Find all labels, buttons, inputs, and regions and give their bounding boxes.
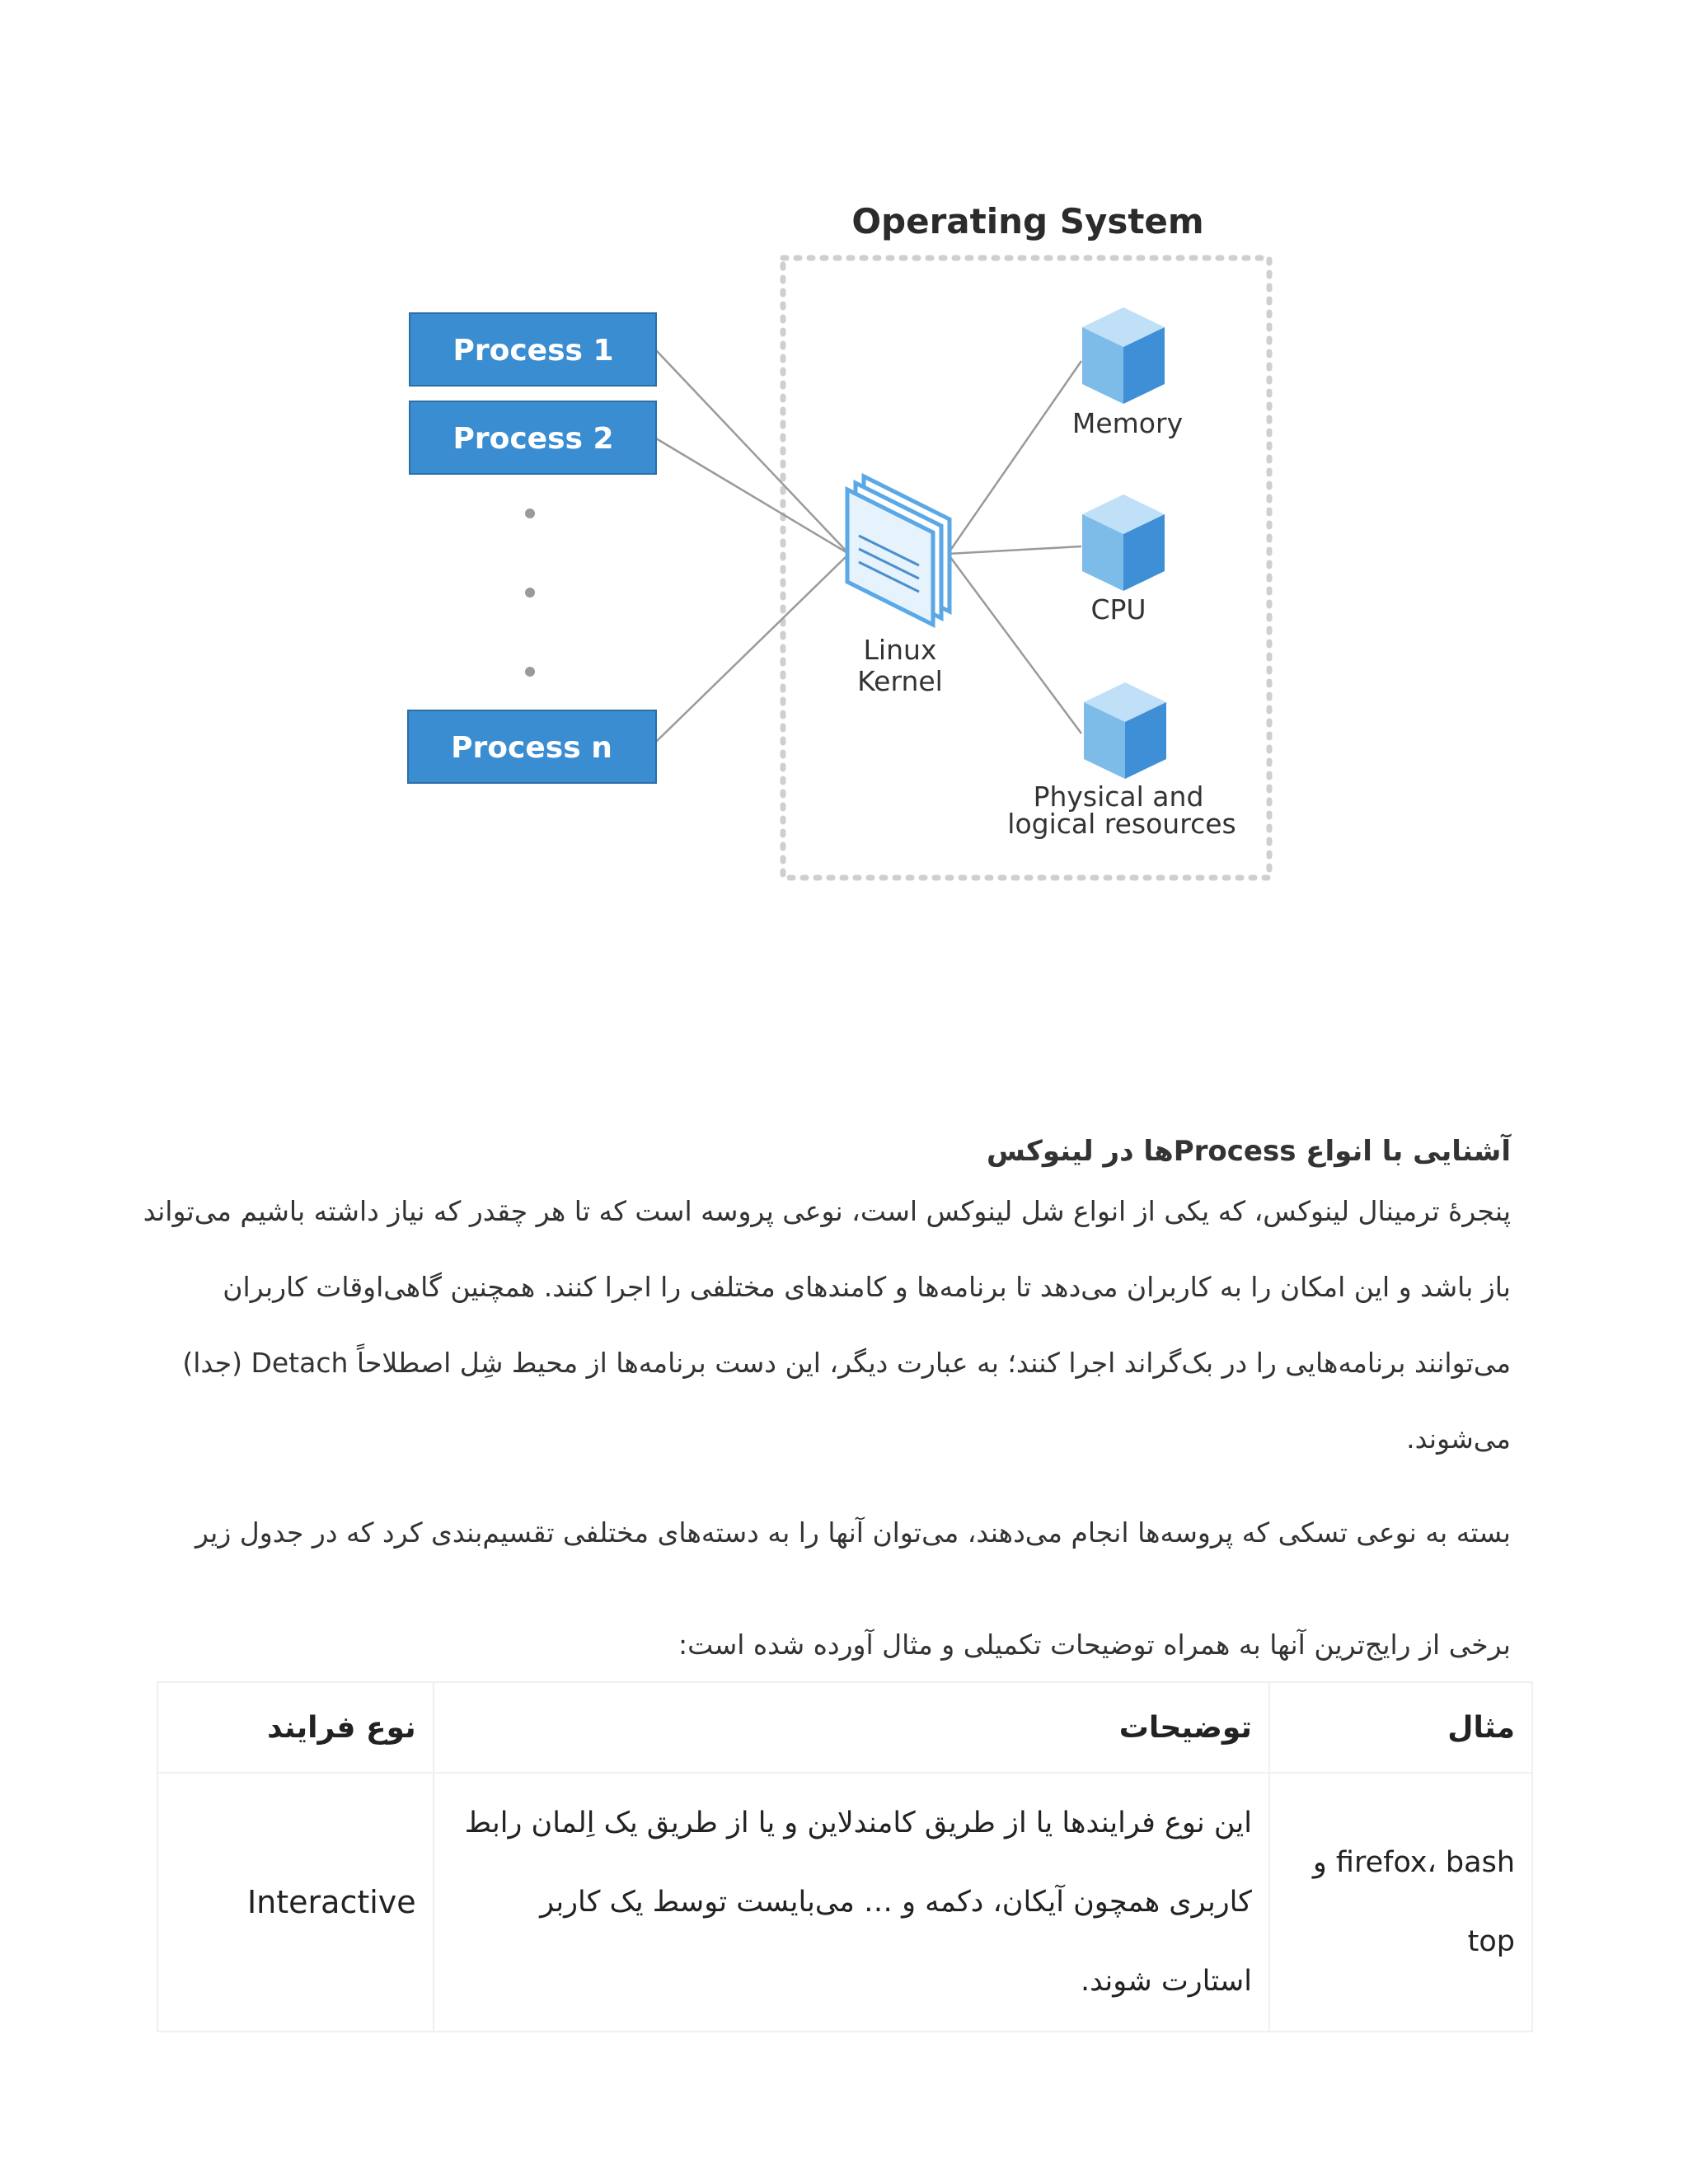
process-label: Process n xyxy=(451,731,612,765)
process-label: Process 2 xyxy=(452,422,614,456)
memory-cube-icon xyxy=(1082,307,1165,404)
process-box-n xyxy=(408,710,656,783)
resources-cube-icon xyxy=(1084,682,1166,779)
cpu-label: CPU xyxy=(1090,593,1146,626)
os-process-diagram xyxy=(0,0,1688,923)
paragraph-intro: پنجرهٔ ترمینال لینوکس، که یکی از انواع شل لینوکس است، نوعی پروسه است که تا هر چقدر که نیاز داشته باشیم می‌تواند باز باشد و این امکان را به کاربران می‌دهد تا برنامه‌ها و کامندهای مختلفی را اجرا کنند. همچنین گاهی‌اوقات کاربران می‌توانند برنامه‌هایی را در بک‌گراند اجرا کنند؛ به عبارت دیگر، این دست برنامه‌ها از محیط شِل اصطلاحاً Detach (جدا) می‌شوند. xyxy=(143,1195,1511,1455)
cell-example: firefox، bash و top xyxy=(1269,1773,1532,2032)
process-types-table xyxy=(157,1681,1533,2032)
diagram-title: Operating System xyxy=(851,201,1204,241)
article-section xyxy=(134,1129,1511,1701)
table-row xyxy=(157,1773,1532,2032)
memory-label: Memory xyxy=(1071,407,1184,439)
cell-description: این نوع فرایندها یا از طریق کامندلاین و یا از طریق یک اِلمان رابط کاربری همچون آیکان، دکمه و … می‌بایست توسط یک کاربر استارت شوند. xyxy=(434,1773,1269,2032)
process-box-1 xyxy=(410,313,656,386)
paragraph-table-intro: بسته به نوعی تسکی که پروسه‌ها انجام می‌دهند، می‌توان آنها را به دسته‌های مختلفی تقسیم‌بندی کرد که در جدول زیر برخی از رایج‌ترین آنها به همراه توضیحات تکمیلی و مثال آورده شده است: xyxy=(195,1516,1511,1661)
cpu-cube-icon xyxy=(1082,494,1165,591)
cell-type: Interactive xyxy=(157,1773,434,2032)
header-example: مثال xyxy=(1269,1682,1532,1773)
section-heading: آشنایی با انواع Processها در لینوکس xyxy=(986,1135,1511,1168)
header-type: نوع فرایند xyxy=(157,1682,434,1773)
table-header-row xyxy=(157,1682,1532,1773)
linux-kernel-icon xyxy=(847,476,950,625)
resources-label-line-2: logical resources xyxy=(1007,808,1236,840)
process-box-2 xyxy=(410,401,656,474)
kernel-label-line-2: Kernel xyxy=(857,665,943,697)
resources-label-line-1: Physical and xyxy=(1033,780,1204,813)
ellipsis-dots xyxy=(525,509,535,677)
process-label: Process 1 xyxy=(452,334,614,368)
kernel-label-line-1: Linux xyxy=(863,634,937,666)
header-description: توضیحات xyxy=(434,1682,1269,1773)
